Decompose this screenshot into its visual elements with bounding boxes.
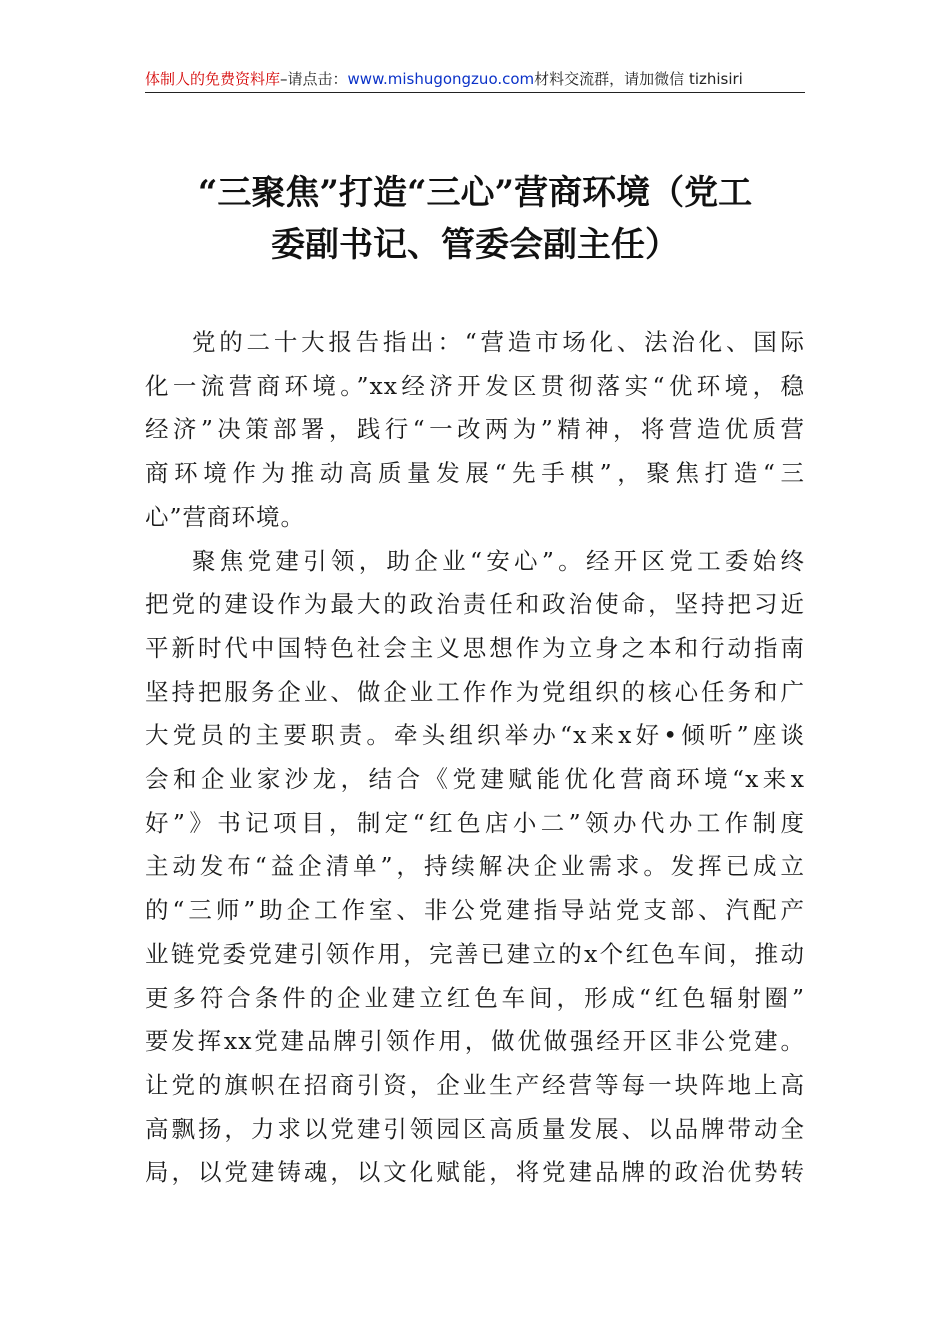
paragraph-2-line: 平新时代中国特色社会主义思想作为立身之本和行动指南 xyxy=(145,633,805,662)
paragraph-2-line: 更多符合条件的企业建立红色车间，形成“红色辐射圈” xyxy=(145,983,805,1012)
paragraph-1-line: 商环境作为推动高质量发展“先手棋”，聚焦打造“三 xyxy=(145,459,805,488)
paragraph-1-line: 党的二十大报告指出：“营造市场化、法治化、国际 xyxy=(192,328,805,356)
paragraph-2-line: 业链党委党建引领作用，完善已建立的x个红色车间，推动 xyxy=(145,939,805,968)
header-contact: 材料交流群，请加微信 tizhisiri xyxy=(534,70,743,88)
paragraph-2-line: 把党的建设作为最大的政治责任和政治使命，坚持把习近 xyxy=(145,590,805,619)
paragraph-2-line: 局，以党建铸魂，以文化赋能，将党建品牌的政治优势转 xyxy=(145,1158,805,1187)
paragraph-2-line: 会和企业家沙龙，结合《党建赋能优化营商环境“x来x xyxy=(145,765,805,794)
document-title xyxy=(130,167,820,271)
paragraph-2-line: 好”》书记项目，制定“红色店小二”领办代办工作制度 xyxy=(145,808,805,837)
paragraph-2-line: 高飘扬，力求以党建引领园区高质量发展、以品牌带动全 xyxy=(145,1114,805,1143)
header-link[interactable]: www.mishugongzuo.com xyxy=(347,70,535,88)
paragraph-2-line: 要发挥xx党建品牌引领作用，做优做强经开区非公党建。 xyxy=(145,1027,805,1056)
paragraph-2-line: 主动发布“益企清单”，持续解决企业需求。发挥已成立 xyxy=(145,852,805,881)
title-line-1: “三聚焦”打造“三心”营商环境（党工 xyxy=(197,173,753,213)
paragraph-2-line: 坚持把服务企业、做企业工作作为党组织的核心任务和广 xyxy=(145,677,805,706)
paragraph-2-line: 大党员的主要职责。牵头组织举办“x来x好•倾听”座谈 xyxy=(145,721,805,750)
paragraph-1-line: 心”营商环境。 xyxy=(145,502,306,531)
page-header xyxy=(145,66,805,93)
document-body xyxy=(145,321,805,1195)
title-line-2: 委副书记、管委会副主任） xyxy=(271,225,679,265)
header-prompt: –请点击： xyxy=(280,70,348,88)
paragraph-2-line: 的“三师”助企工作室、非公党建指导站党支部、汽配产 xyxy=(145,896,805,925)
paragraph-1-line: 经济”决策部署，践行“一改两为”精神，将营造优质营 xyxy=(145,415,805,444)
paragraph-2-line: 让党的旗帜在招商引资，企业生产经营等每一块阵地上高 xyxy=(145,1070,805,1099)
header-brand: 体制人的免费资料库 xyxy=(145,70,281,88)
paragraph-2-line: 聚焦党建引领，助企业“安心”。经开区党工委始终 xyxy=(192,546,805,575)
paragraph-1-line: 化一流营商环境。”xx经济开发区贯彻落实“优环境，稳 xyxy=(145,371,805,400)
